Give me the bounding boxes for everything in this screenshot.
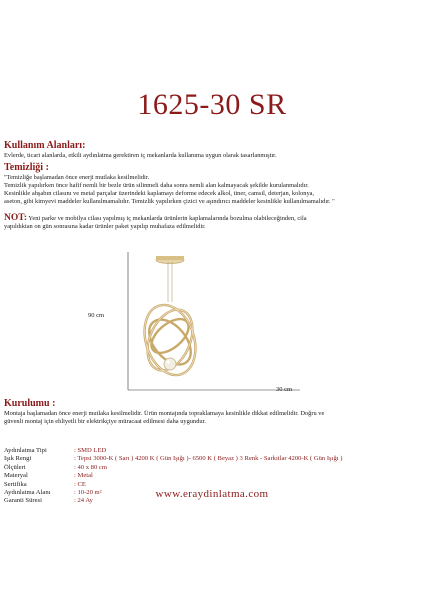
cleaning-text xyxy=(4,174,422,206)
spec-label: Aydınlatma Alanı xyxy=(4,489,51,497)
note-line: Yeni parke ve mobilya cilası yapılmış iç mekanlarda ürünlerin kaplamalarında bozulma olabileceğinden, cila xyxy=(28,215,307,222)
spec-label: Aydınlatma Tipi xyxy=(4,447,47,454)
spec-label: Sertifika xyxy=(4,480,27,488)
spec-row xyxy=(4,472,342,480)
installation-line: Montaja başlamadan önce enerji mutlaka kesilmelidir. Ürün montajında topraklamaya kesinlikle dikkat edilmelidir. Doğru ve xyxy=(4,410,325,417)
usage-text: Evlerde, ticari alanlarda, etkili aydınlatma gerektiren iç mekanlarda kullanıma uygun olarak tasarlanmıştır. xyxy=(4,152,277,159)
spec-label: Ölçüleri xyxy=(4,463,26,471)
installation-text xyxy=(4,410,422,426)
product-title: 1625-30 SR xyxy=(137,88,287,121)
spec-value: : Metal xyxy=(74,472,93,480)
cleaning-line: Temizlik yapılırken önce hafif nemli bir bezle ürün silinmeli daha sonra nemli alan kalmayacak şekilde kurulanmalıdır. xyxy=(4,182,309,189)
spec-value: : 24 Ay xyxy=(74,497,93,505)
cleaning-line: Kesinlikle ahşabın cilasını ve metal parçalar üzerindeki kaplamayı deforme edecek alkol, tiner, camsil, deterjan, kolonya, xyxy=(4,190,315,197)
spec-label: Materyal xyxy=(4,472,28,480)
spec-value: : 40 x 80 cm xyxy=(74,463,107,471)
crystal-ball xyxy=(164,358,176,370)
spec-row xyxy=(4,455,342,463)
note-line: yapıldıktan on gün sonrasına kadar ürünler paket yapılıp muhafaza edilmelidir. xyxy=(4,223,206,230)
spec-value: : Tepsi 3000-K ( Sarı ) 4200 K ( Gün Işığı )- 6500 K ( Beyaz ) 3 Renk - Sarkıtlar 4200-K ( Gün Işığı ) xyxy=(74,455,343,463)
spec-label: Işık Rengi xyxy=(4,455,32,463)
spec-label: Garanti Süresi xyxy=(4,497,42,505)
lamp-dimension-drawing xyxy=(110,250,330,398)
cleaning-line: "Temizliğe başlamadan önce enerji mutlaka kesilmelidir. xyxy=(4,174,150,181)
installation-heading: Kurulumu : xyxy=(4,398,56,409)
spec-row xyxy=(4,447,342,455)
spec-value: : SMD LED xyxy=(74,447,107,454)
cleaning-line: aseton, gibi kimyevi maddeler kullanılmamalıdır. Temizlik yapılırken çizici ve aşındırıcı maddeler kesinlikle kullanılmamalıdır. " xyxy=(4,198,335,205)
note-block xyxy=(4,214,422,231)
crystal-highlight xyxy=(166,360,169,363)
spec-value: : CE xyxy=(74,480,86,488)
width-label: 30 cm xyxy=(276,386,293,393)
website-link[interactable]: www.eraydinlatma.com xyxy=(155,488,269,500)
cleaning-heading: Temizliği : xyxy=(4,162,49,173)
canopy-base xyxy=(156,256,184,260)
spec-row xyxy=(4,464,342,472)
usage-heading: Kullanım Alanları: xyxy=(4,140,86,151)
note-heading: NOT: xyxy=(4,213,28,223)
installation-line: güvenli montaj için ehliyetli bir elektrikçiye müracaat edilmesi daha uygundur. xyxy=(4,418,206,425)
height-label: 90 cm xyxy=(88,312,105,319)
spec-value: : 10-20 m² xyxy=(74,489,102,497)
